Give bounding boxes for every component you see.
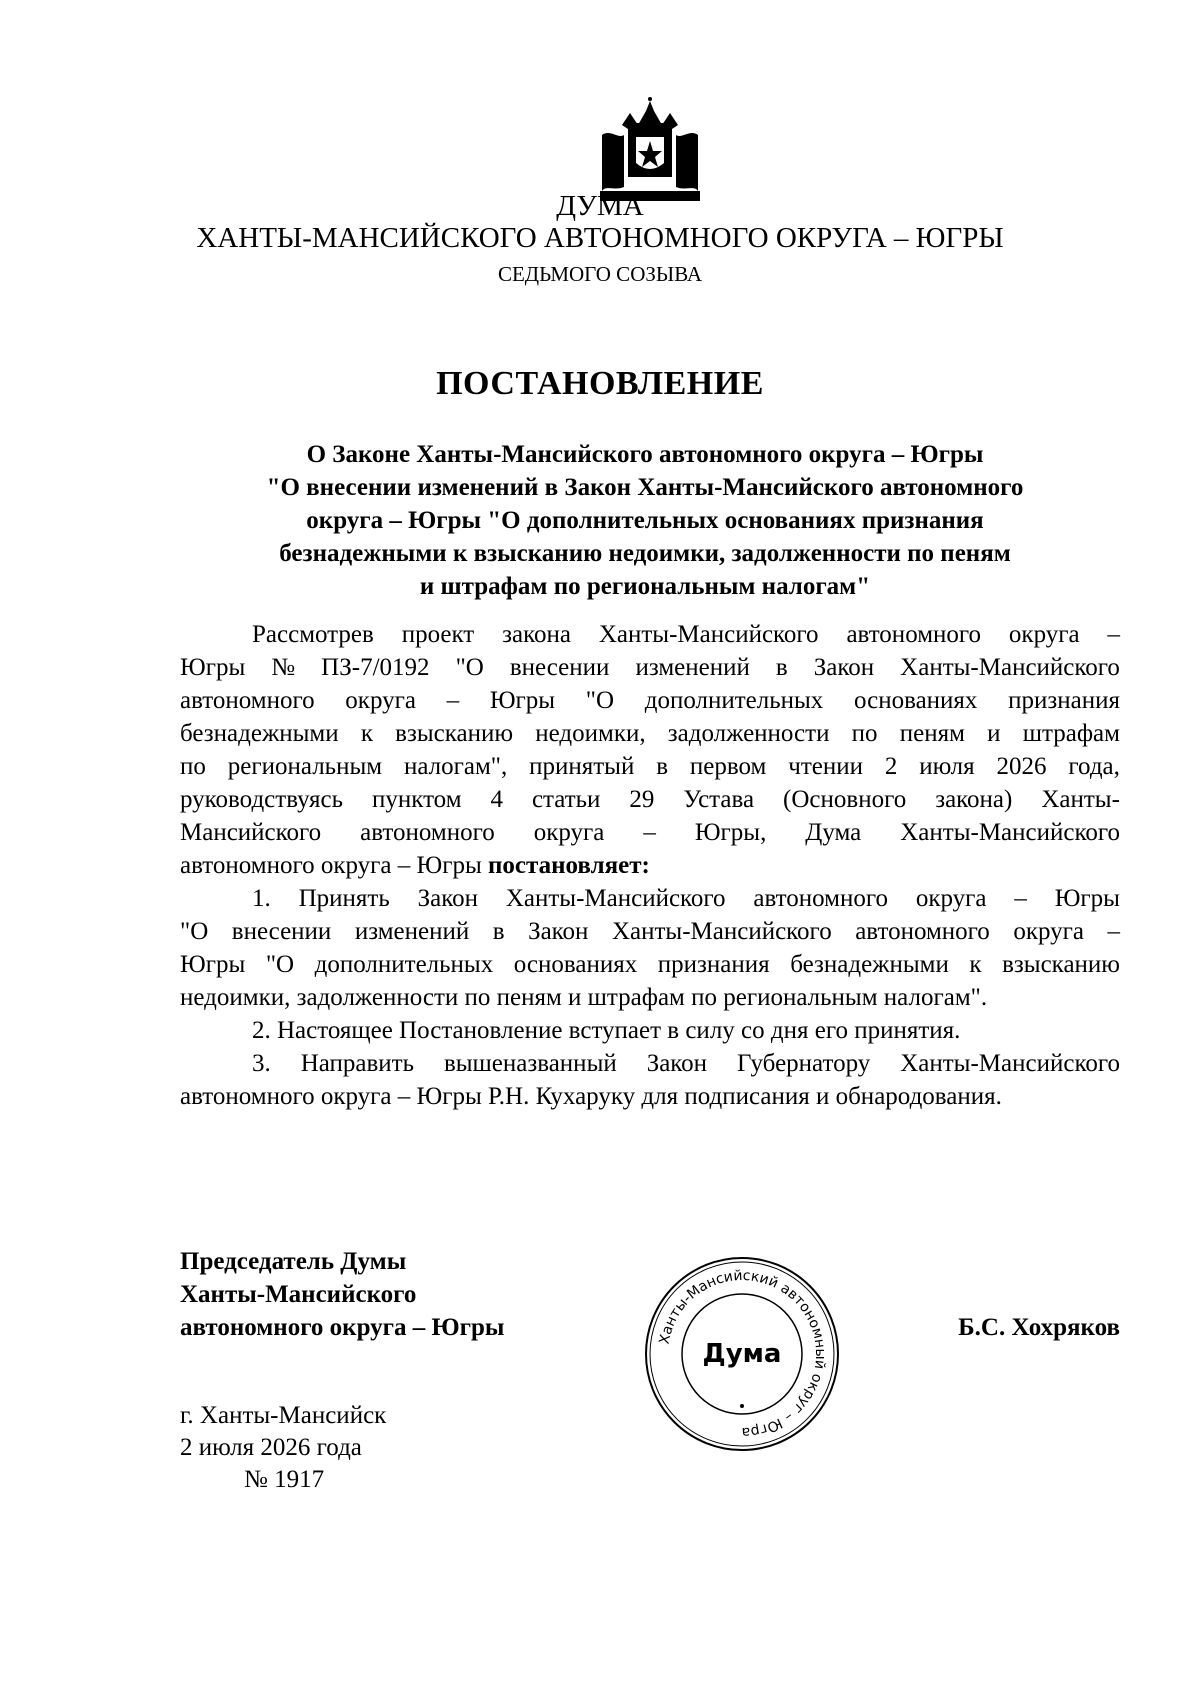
word: Мансийского <box>180 819 322 846</box>
word: округа <box>533 819 605 846</box>
word: 4 <box>490 786 503 813</box>
word: пеням <box>899 720 965 747</box>
word: изменений <box>635 654 750 681</box>
text-line <box>180 750 1120 783</box>
word: 2026 <box>996 753 1047 780</box>
word: руководствуясь <box>180 786 344 813</box>
word: чтении <box>788 753 863 780</box>
word: ПЗ-7/0192 <box>321 654 430 681</box>
word: Дума <box>805 819 862 846</box>
word: проект <box>401 621 475 648</box>
region-name: ХАНТЫ-МАНСИЙСКОГО АВТОНОМНОГО ОКРУГА – ЮГРЫ <box>196 222 1004 254</box>
word: принятый <box>529 753 635 780</box>
document-subject <box>210 438 1080 603</box>
position-line: Ханты-Мансийского <box>180 1281 417 1308</box>
word: Ханты-Мансийского <box>900 1050 1120 1077</box>
word: закона) <box>935 786 1013 813</box>
word: (Основного <box>783 786 907 813</box>
word: Ханты-Мансийского <box>611 918 832 945</box>
word: признания <box>657 951 770 978</box>
word: 2 <box>884 753 898 780</box>
word: Закон <box>417 885 478 912</box>
word: Ханты-Мансийского <box>598 621 819 648</box>
subject-line: и штрафам по региональным налогам" <box>419 573 871 600</box>
word: в <box>656 753 669 780</box>
word: внесении <box>509 654 610 681</box>
word: к <box>969 951 982 978</box>
word: Югры, <box>694 819 767 846</box>
signatory-name: Б.С. Хохряков <box>958 1314 1120 1341</box>
word: дополнительных <box>644 687 824 714</box>
word: Принять <box>298 885 390 912</box>
text-line <box>180 816 1120 849</box>
word: по <box>180 753 206 780</box>
document-date: 2 июля 2026 года <box>180 1434 362 1461</box>
word: № <box>271 654 296 681</box>
subject-line: "О внесении изменений в Закон Ханты-Мансийского автономного <box>266 474 1024 501</box>
word: первом <box>689 753 767 780</box>
word: вышеназванный <box>443 1050 617 1077</box>
text-line <box>180 684 1120 717</box>
word: в <box>775 654 788 681</box>
word: автономного <box>846 621 982 648</box>
word: закона <box>502 621 571 648</box>
place-city: г. Ханты-Мансийск <box>180 1402 387 1429</box>
text-line <box>180 948 1120 981</box>
word: штрафам <box>1022 720 1120 747</box>
text-line: недоимки, задолженности по пеням и штрафам по региональным налогам". <box>180 984 988 1011</box>
word: автономного <box>180 687 315 714</box>
word: основаниях <box>513 951 638 978</box>
word: статьи <box>531 786 601 813</box>
seal-ring-text: Ханты-Мансийский автономный округ – Югра <box>656 1267 829 1441</box>
word: взысканию <box>1002 951 1120 978</box>
word: изменений <box>354 918 470 945</box>
document-meta <box>180 1400 386 1496</box>
subject-line: О Законе Ханты-Мансийского автономного округа – Югры <box>306 441 984 468</box>
word: "О <box>180 918 209 945</box>
coat-of-arms-icon <box>600 95 700 203</box>
text-line: 2. Настоящее Постановление вступает в силу со дня его принятия. <box>252 1017 961 1044</box>
word: автономного <box>855 918 990 945</box>
word: внесении <box>231 918 332 945</box>
position-line: Председатель Думы <box>180 1248 407 1275</box>
word: задолженности <box>667 720 830 747</box>
text-line <box>180 849 1120 882</box>
word: 29 <box>629 786 655 813</box>
word: "О <box>455 654 484 681</box>
word: округа <box>345 687 416 714</box>
position-line: автономного округа – Югры <box>180 1314 505 1341</box>
document-number: № 1917 <box>244 1466 325 1493</box>
word: основаниях <box>854 687 978 714</box>
text-line <box>180 882 1120 915</box>
preamble-paragraph <box>180 618 1120 882</box>
word: 1. <box>252 885 271 912</box>
convocation: СЕДЬМОГО СОЗЫВА <box>497 262 703 286</box>
official-seal-icon <box>642 1254 842 1454</box>
word: – <box>643 819 656 846</box>
word: налогам", <box>403 753 508 780</box>
word: округа <box>1008 621 1080 648</box>
word: взысканию <box>395 720 514 747</box>
word: Губернатору <box>737 1050 871 1077</box>
resolution-items <box>180 882 1120 1113</box>
word: Ханты- <box>1041 786 1120 813</box>
word: года, <box>1068 753 1120 780</box>
word: Направить <box>300 1050 414 1077</box>
word: Ханты-Мансийского <box>900 819 1120 846</box>
word: – <box>1014 885 1027 912</box>
text-line <box>180 1047 1120 1080</box>
word: Рассмотрев <box>252 621 374 648</box>
word: Закон <box>528 918 589 945</box>
document-title: ПОСТАНОВЛЕНИЕ <box>436 365 764 402</box>
text-line <box>180 618 1120 651</box>
text-line <box>180 717 1120 750</box>
word: безнадежными <box>790 951 949 978</box>
word: признания <box>1008 687 1120 714</box>
text-line <box>180 915 1120 948</box>
signatory-position <box>180 1245 504 1344</box>
word: по <box>851 720 878 747</box>
word: автономного <box>753 885 889 912</box>
word: Югры <box>489 687 556 714</box>
word: – <box>1107 918 1120 945</box>
seal-center-text: Дума <box>702 1339 782 1369</box>
org-name: ДУМА <box>556 190 644 222</box>
word: недоимки, <box>535 720 646 747</box>
text-line <box>180 651 1120 684</box>
word: "О <box>585 687 615 714</box>
word: – <box>1107 621 1120 648</box>
word: июля <box>919 753 975 780</box>
word: к <box>360 720 373 747</box>
word: Югры <box>1054 885 1120 912</box>
word: в <box>492 918 505 945</box>
resolves-keyword: постановляет: <box>488 852 650 879</box>
word: региональным <box>227 753 383 780</box>
word: округа <box>1013 918 1084 945</box>
word: округа <box>915 885 987 912</box>
word: безнадежными <box>180 720 339 747</box>
word: дополнительных <box>314 951 494 978</box>
subject-line: безнадежными к взысканию недоимки, задолженности по пеням <box>279 540 1011 567</box>
text-line <box>180 783 1120 816</box>
word: Югры <box>180 951 246 978</box>
word: автономного <box>360 819 495 846</box>
word: 3. <box>252 1050 271 1077</box>
subject-line: округа – Югры "О дополнительных основаниях признания <box>306 507 984 534</box>
word: Закон <box>646 1050 708 1077</box>
text-line: автономного округа – Югры Р.Н. Кухаруку для подписания и обнародования. <box>180 1083 1002 1110</box>
word: Ханты-Мансийского <box>505 885 726 912</box>
word: и <box>987 720 1001 747</box>
word: Устава <box>683 786 755 813</box>
word: – <box>446 687 460 714</box>
word: "О <box>265 951 295 978</box>
word: Закон <box>813 654 875 681</box>
word: Югры <box>180 654 246 681</box>
text-span: автономного округа – Югры <box>180 852 489 879</box>
word: Ханты-Мансийского <box>900 654 1120 681</box>
word: пунктом <box>372 786 462 813</box>
